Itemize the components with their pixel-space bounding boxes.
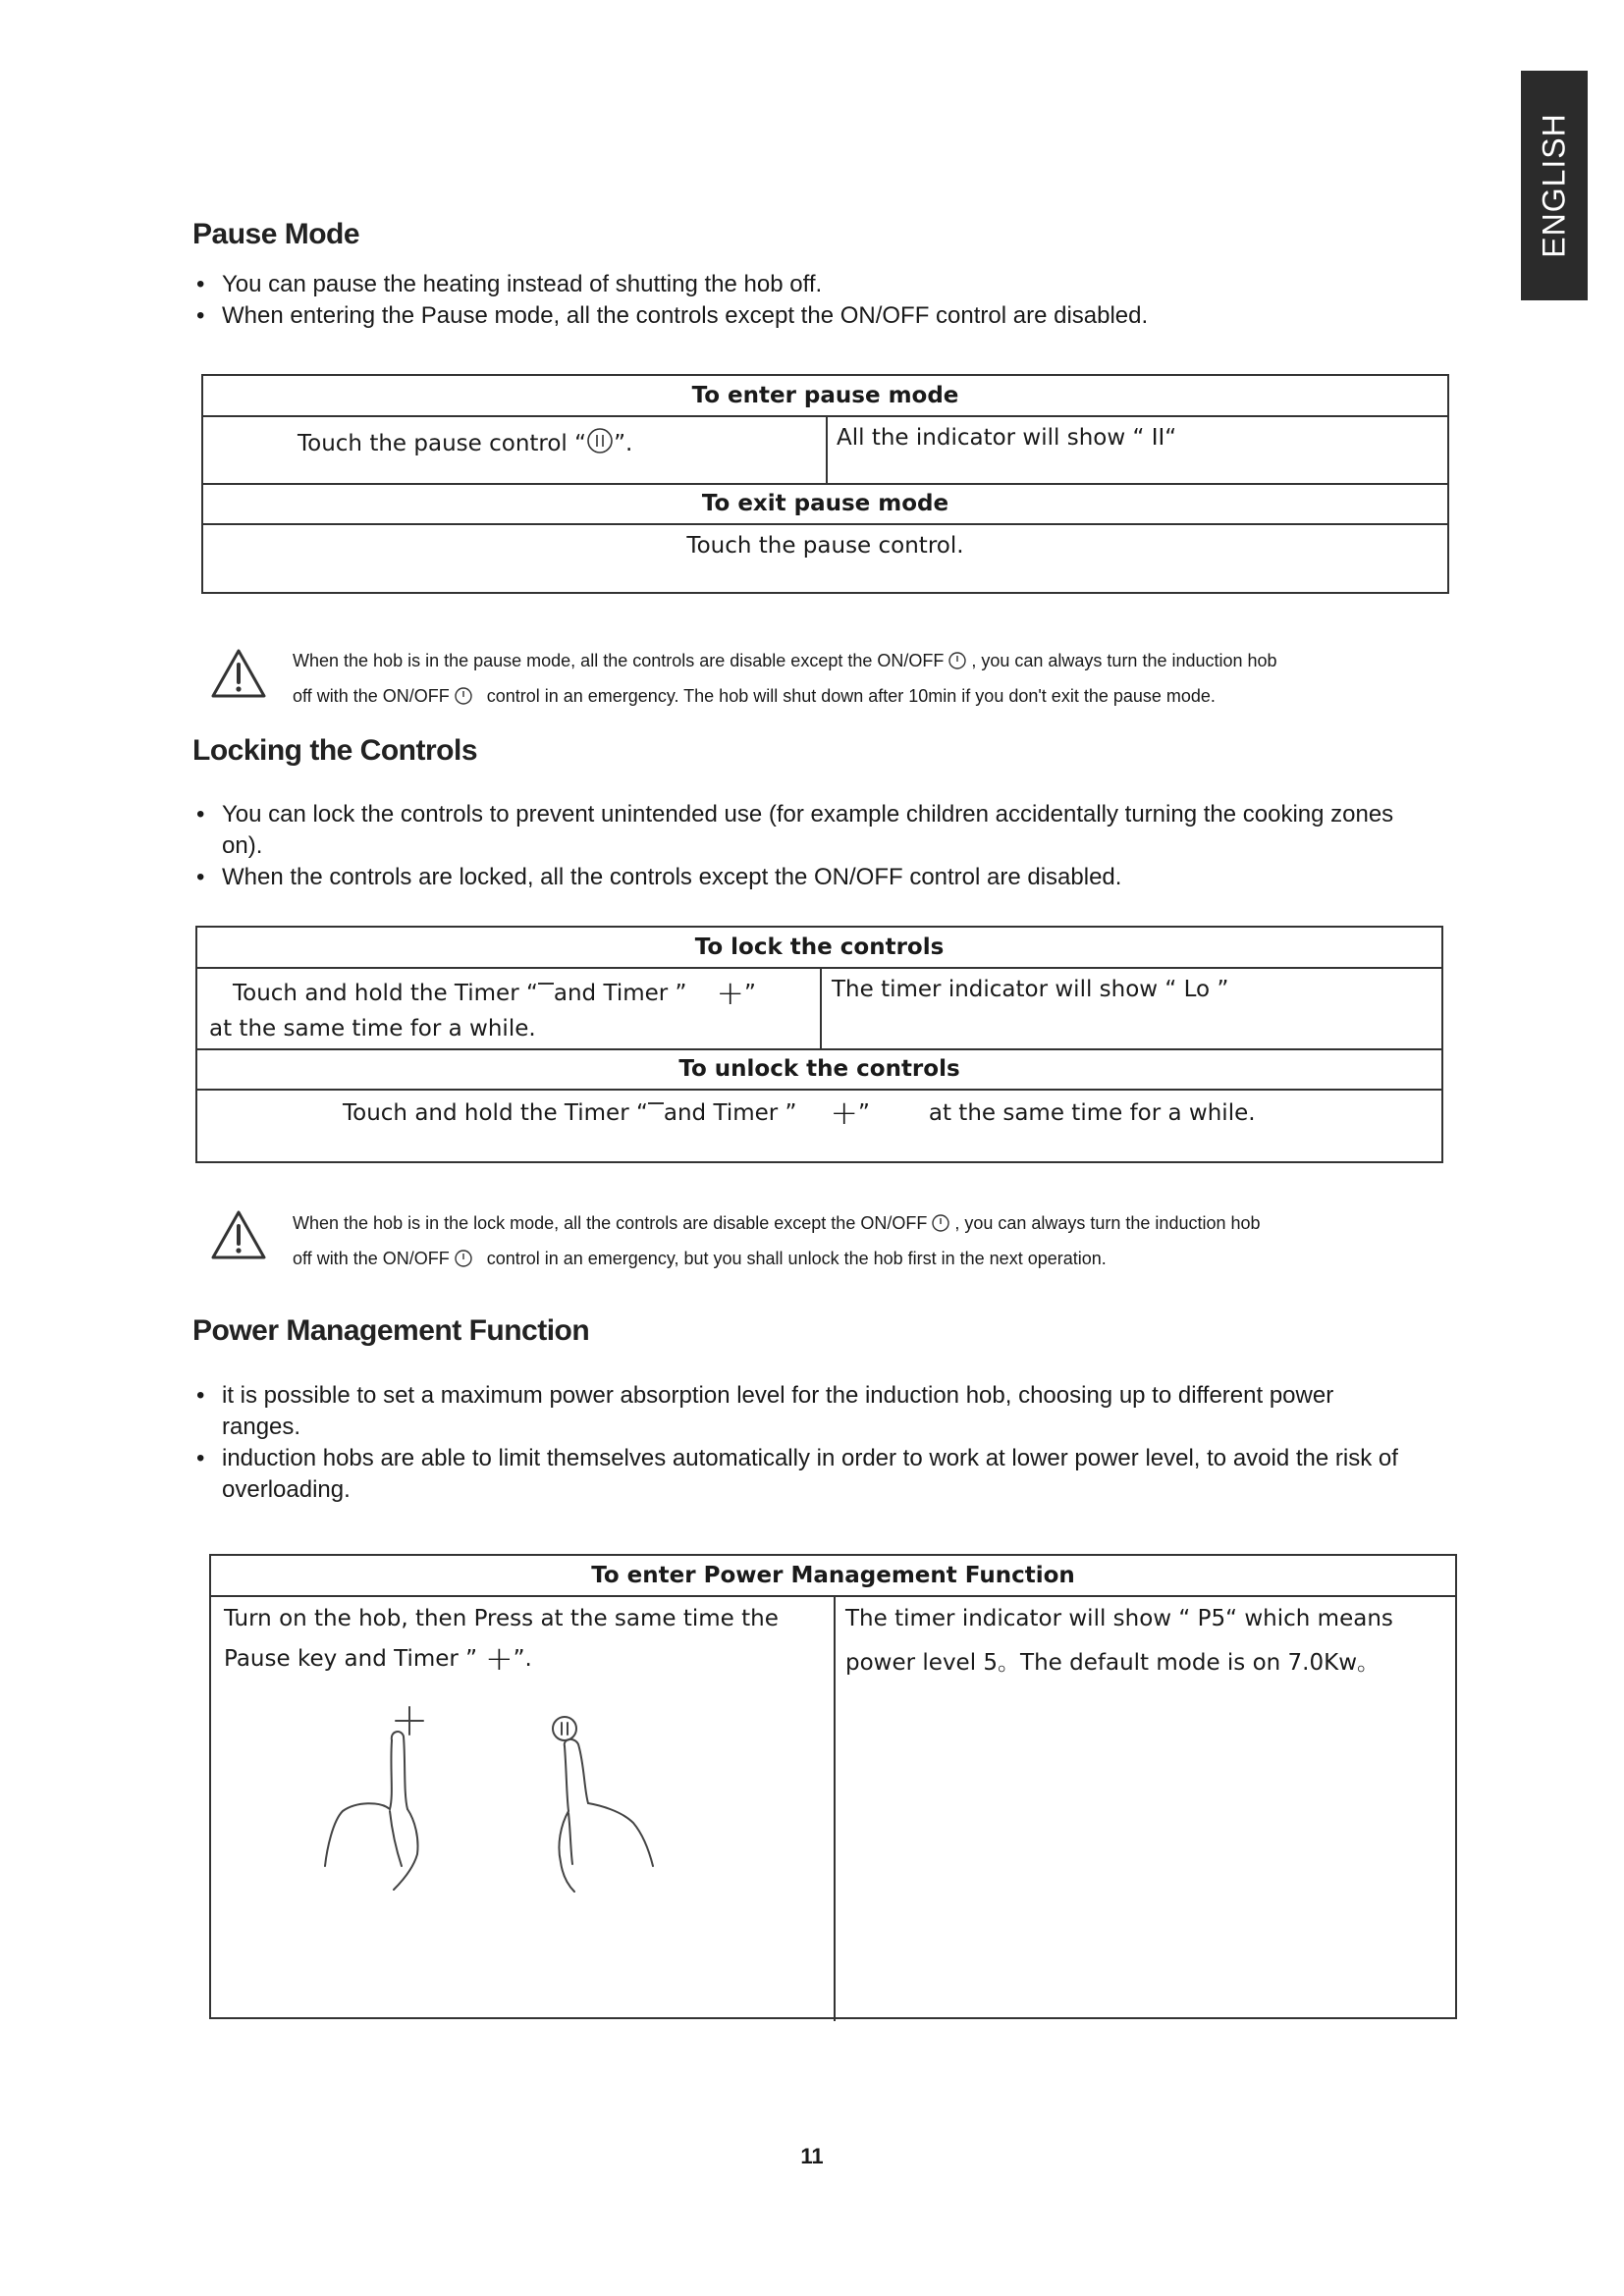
timer-plus-icon: + — [485, 1639, 514, 1679]
bullet-item: • it is possible to set a maximum power absorption level for the induction hob, choosing up to different power ranges. — [192, 1380, 1410, 1443]
warning-line: , you can always turn the induction hob — [971, 651, 1277, 670]
pause-mode-heading: Pause Mode — [192, 218, 360, 250]
pause-warning-text — [293, 643, 1471, 714]
warning-icon — [210, 648, 267, 699]
lock-result: The timer indicator will show “ Lo ” — [832, 977, 1229, 1002]
power-icon — [947, 651, 967, 670]
lock-instruction-line1 — [233, 974, 756, 1013]
unlock-text-c: ” — [857, 1100, 870, 1126]
lock-warning-text — [293, 1205, 1471, 1276]
lock-text-b: and Timer ” — [553, 981, 687, 1006]
pause-mode-table — [201, 374, 1449, 594]
lock-instruction-line2: at the same time for a while. — [209, 1016, 536, 1041]
table-header-exit-pause: To exit pause mode — [701, 491, 949, 516]
warning-line: When the hob is in the pause mode, all the controls are disable except the ON/OFF — [293, 651, 945, 670]
language-label: ENGLISH — [1536, 113, 1572, 258]
power-icon — [454, 1249, 473, 1268]
power-management-bullets — [192, 1380, 1410, 1506]
enter-pause-text-b: ”. — [614, 431, 633, 456]
bullet-item: • When entering the Pause mode, all the controls except the ON/OFF control are disabled. — [192, 300, 1410, 332]
power-result-line2: power level 5。The default mode is on 7.0Kw。 — [845, 1650, 1380, 1676]
power-management-table — [209, 1554, 1457, 2019]
pause-mode-bullets — [192, 269, 1410, 332]
enter-pause-result: All the indicator will show “ II“ — [837, 425, 1177, 451]
bullet-item: • induction hobs are able to limit themselves automatically in order to work at lower power level, to avoid the risk of overloading. — [192, 1443, 1410, 1506]
power-text-b: ”. — [513, 1646, 532, 1672]
lock-text-a: Touch and hold the Timer “ — [233, 981, 538, 1006]
bullet-item: • When the controls are locked, all the controls except the ON/OFF control are disabled. — [192, 862, 1410, 893]
bullet-item: • You can pause the heating instead of shutting the hob off. — [192, 269, 1410, 300]
timer-plus-icon: + — [830, 1094, 858, 1133]
unlock-text-a: Touch and hold the Timer “ — [343, 1100, 648, 1126]
table-header-enter-pause: To enter pause mode — [691, 383, 959, 408]
lock-table — [195, 926, 1443, 1163]
table-header-lock: To lock the controls — [694, 934, 945, 960]
bullet-item: • You can lock the controls to prevent unintended use (for example children accidentally turning the cooking zones on). — [192, 799, 1410, 862]
unlock-text-b: and Timer ” — [663, 1100, 797, 1126]
warning-line: When the hob is in the lock mode, all the controls are disable except the ON/OFF — [293, 1213, 928, 1233]
warning-line: control in an emergency. The hob will shut down after 10min if you don't exit the pause mode. — [486, 686, 1216, 706]
power-text-a: Pause key and Timer ” — [224, 1646, 478, 1672]
pause-icon — [586, 427, 614, 454]
warning-line: , you can always turn the induction hob — [954, 1213, 1261, 1233]
table-header-power: To enter Power Management Function — [591, 1563, 1075, 1588]
power-instruction-line1: Turn on the hob, then Press at the same time the — [224, 1606, 779, 1631]
locking-bullets — [192, 799, 1410, 893]
warning-line: control in an emergency, but you shall unlock the hob first in the next operation. — [486, 1249, 1107, 1268]
unlock-text-d: at the same time for a while. — [928, 1100, 1256, 1126]
power-icon — [931, 1213, 950, 1233]
hands-press-illustration — [321, 1701, 704, 1907]
language-tab — [1521, 71, 1588, 300]
warning-line: off with the ON/OFF — [293, 686, 450, 706]
power-result-line1: The timer indicator will show “ P5“ which means — [845, 1606, 1393, 1631]
enter-pause-instruction — [298, 427, 632, 456]
warning-icon — [210, 1209, 267, 1260]
exit-pause-instruction: Touch the pause control. — [686, 533, 964, 559]
timer-plus-icon: + — [716, 974, 744, 1013]
unlock-instruction — [343, 1094, 1256, 1133]
lock-text-c: ” — [743, 981, 756, 1006]
power-icon — [454, 686, 473, 706]
enter-pause-text-a: Touch the pause control “ — [298, 431, 587, 456]
timer-minus-icon — [648, 1102, 664, 1116]
locking-heading: Locking the Controls — [192, 734, 477, 767]
timer-minus-icon — [538, 983, 554, 996]
table-header-unlock: To unlock the controls — [678, 1056, 960, 1082]
power-instruction-line2 — [224, 1639, 532, 1679]
power-management-heading: Power Management Function — [192, 1314, 590, 1347]
warning-line: off with the ON/OFF — [293, 1249, 450, 1268]
page-number: 11 — [800, 2144, 824, 2168]
